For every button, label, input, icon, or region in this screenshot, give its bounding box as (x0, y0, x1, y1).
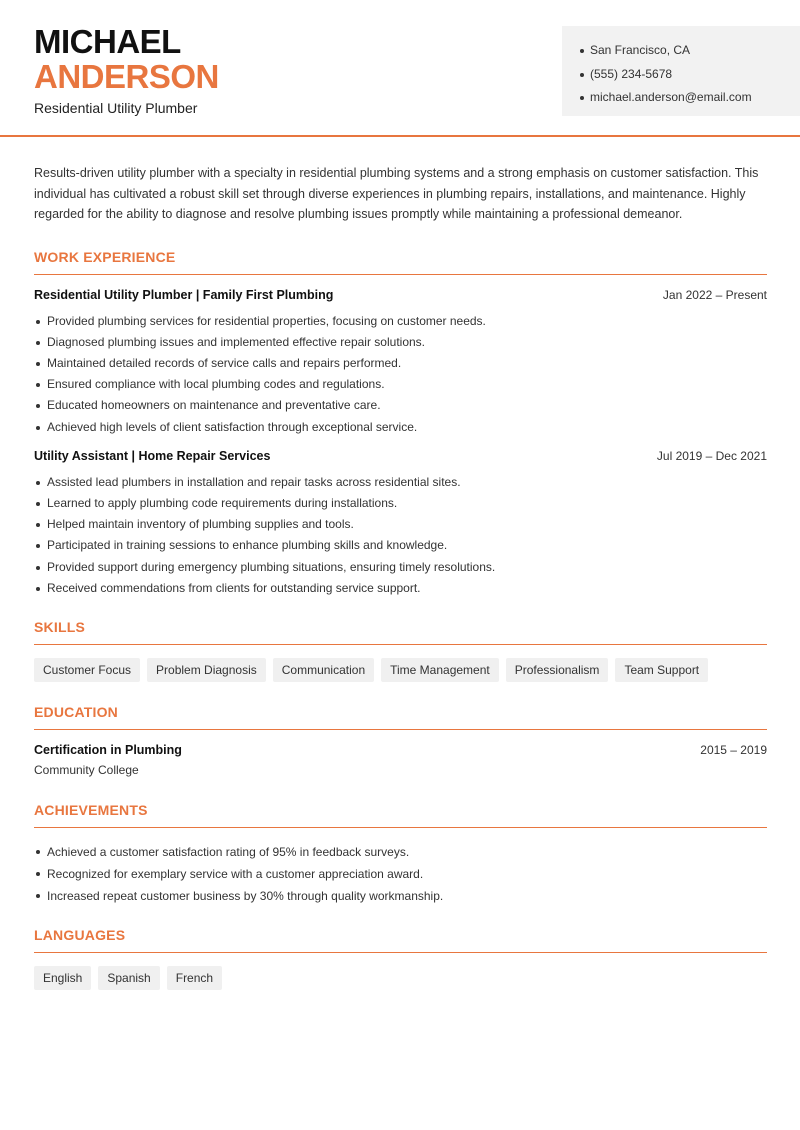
list-item: Received commendations from clients for outstanding service support. (34, 578, 767, 599)
list-item: Provided plumbing services for residential properties, focusing on customer needs. (34, 311, 767, 332)
skill-tag: Time Management (381, 658, 499, 682)
school-name: Community College (34, 762, 139, 777)
contact-email: michael.anderson@email.com (590, 86, 800, 110)
contact-box (562, 26, 800, 116)
language-tag: French (167, 966, 222, 990)
list-item: Assisted lead plumbers in installation and repair tasks across residential sites. (34, 472, 767, 493)
contact-phone: (555) 234-5678 (590, 63, 800, 87)
first-name: MICHAEL (34, 23, 181, 60)
section-title-skills: SKILLS (34, 619, 767, 645)
job-dates: Jul 2019 – Dec 2021 (656, 448, 767, 463)
degree-title: Certification in Plumbing (34, 742, 182, 757)
list-item: Learned to apply plumbing code requirements during installations. (34, 493, 767, 514)
list-item: Helped maintain inventory of plumbing supplies and tools. (34, 514, 767, 535)
resume-body (34, 163, 767, 990)
list-item: Achieved a customer satisfaction rating of 95% in feedback surveys. (34, 841, 767, 863)
contact-location: San Francisco, CA (590, 39, 800, 63)
resume-header (0, 0, 800, 137)
list-item: Achieved high levels of client satisfaction through exceptional service. (34, 417, 767, 438)
candidate-name (34, 24, 219, 94)
language-tag: English (34, 966, 91, 990)
job-role: Residential Utility Plumber (34, 100, 198, 116)
summary: Results-driven utility plumber with a specialty in residential plumbing systems and a strong emphasis on customer satisfaction. This individual has cultivated a robust skill set through diverse experiences in plumbing repairs, installations, and maintenance. Highly regarded for the ability to diagnose and resolve plumbing issues promptly while maintaining a professional demeanor. (34, 166, 759, 221)
last-name: ANDERSON (34, 58, 219, 95)
job-title: Utility Assistant | Home Repair Services (34, 448, 271, 463)
list-item: Recognized for exemplary service with a customer appreciation award. (34, 863, 767, 885)
job-dates: Jan 2022 – Present (662, 287, 767, 302)
list-item: Increased repeat customer business by 30% through quality workmanship. (34, 885, 767, 907)
achievements-section (34, 802, 767, 907)
languages-section (34, 927, 767, 990)
job-entry (34, 288, 767, 438)
skill-tag: Professionalism (506, 658, 609, 682)
section-title-languages: LANGUAGES (34, 927, 767, 953)
section-title-education: EDUCATION (34, 704, 767, 730)
job-title: Residential Utility Plumber | Family First Plumbing (34, 287, 334, 302)
list-item: Ensured compliance with local plumbing codes and regulations. (34, 374, 767, 395)
list-item: Participated in training sessions to enhance plumbing skills and knowledge. (34, 535, 767, 556)
language-tag: Spanish (98, 966, 159, 990)
job-entry (34, 449, 767, 599)
section-title-achievements: ACHIEVEMENTS (34, 802, 767, 828)
education-section (34, 704, 767, 777)
skill-tag: Team Support (615, 658, 708, 682)
education-dates: 2015 – 2019 (700, 742, 767, 757)
list-item: Educated homeowners on maintenance and preventative care. (34, 395, 767, 416)
list-item: Provided support during emergency plumbing situations, ensuring timely resolutions. (34, 557, 767, 578)
work-section (34, 249, 767, 599)
skill-tag: Problem Diagnosis (147, 658, 266, 682)
skill-tag: Customer Focus (34, 658, 140, 682)
section-title-work: WORK EXPERIENCE (34, 249, 767, 275)
skill-tag: Communication (273, 658, 374, 682)
list-item: Diagnosed plumbing issues and implemented effective repair solutions. (34, 332, 767, 353)
list-item: Maintained detailed records of service calls and repairs performed. (34, 353, 767, 374)
skills-section (34, 619, 767, 682)
